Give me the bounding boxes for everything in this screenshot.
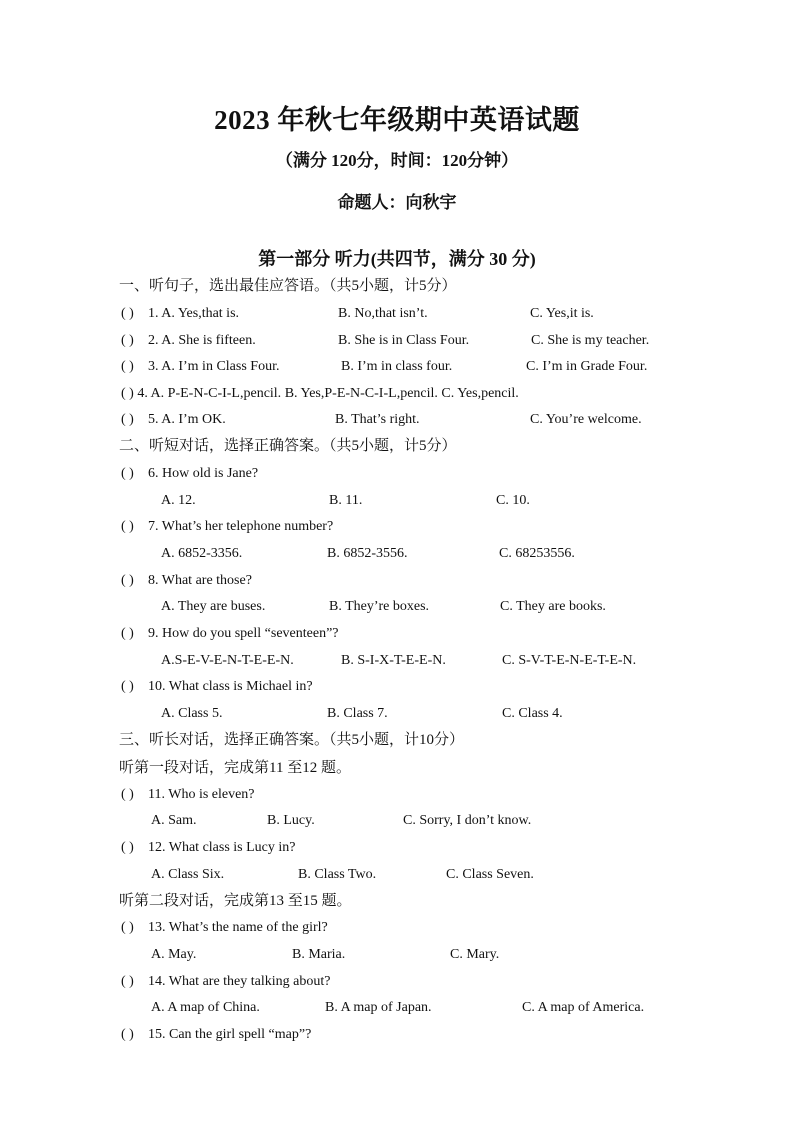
option-c: C. They are books. xyxy=(500,599,606,614)
question-stem: 5. A. I’m OK. xyxy=(148,412,226,427)
question-stem: 11. Who is eleven? xyxy=(148,787,255,802)
option-c: C. S-V-T-E-N-E-T-E-N. xyxy=(502,653,637,668)
question-15 xyxy=(121,1023,681,1047)
option-b: B. Lucy. xyxy=(267,813,315,828)
option-c: C. Class 4. xyxy=(502,706,563,721)
answer-blank[interactable]: ( ) xyxy=(121,359,134,374)
question-13 xyxy=(121,916,681,940)
option-a: A. 12. xyxy=(161,493,196,508)
section2-heading: 二、听短对话，选择正确答案。（共5小题，计5分） xyxy=(119,438,457,454)
option-a: A. A map of China. xyxy=(151,1000,260,1015)
question-6-options xyxy=(0,489,794,513)
option-b: B. No,that isn’t. xyxy=(338,306,428,321)
option-b: B. She is in Class Four. xyxy=(338,333,470,348)
section3-heading: 三、听长对话，选择正确答案。（共5小题，计10分） xyxy=(119,732,465,748)
answer-blank[interactable]: ( ) xyxy=(121,412,134,427)
option-c: C. A map of America. xyxy=(522,1000,645,1015)
answer-blank[interactable]: ( ) xyxy=(121,333,134,348)
dialog2-instruction: 听第二段对话，完成第13 至15 题。 xyxy=(119,893,352,909)
question-3 xyxy=(121,355,681,379)
question-12-options xyxy=(0,863,794,887)
option-b: B. Class Two. xyxy=(298,867,377,882)
question-1 xyxy=(121,302,681,326)
option-b: B. 6852-3556. xyxy=(327,546,408,561)
option-a: A. Class 5. xyxy=(161,706,223,721)
answer-blank[interactable]: ( ) xyxy=(121,787,134,802)
question-11-options xyxy=(0,809,794,833)
option-b: B. A map of Japan. xyxy=(325,1000,432,1015)
question-7-options xyxy=(0,542,794,566)
question-5 xyxy=(121,408,681,432)
question-stem: 12. What class is Lucy in? xyxy=(148,840,296,855)
option-c: C. Mary. xyxy=(450,947,500,962)
question-stem: 1. A. Yes,that is. xyxy=(148,306,240,321)
option-b: B. I’m in class four. xyxy=(341,359,453,374)
option-c: C. Sorry, I don’t know. xyxy=(403,813,532,828)
question-stem: 8. What are those? xyxy=(148,573,252,588)
option-b: B. Class 7. xyxy=(327,706,388,721)
option-b: B. 11. xyxy=(329,493,363,508)
answer-blank[interactable]: ( ) xyxy=(121,386,134,401)
question-11 xyxy=(121,783,681,807)
exam-author: 命题人：向秋宇 xyxy=(337,193,457,212)
option-c: C. 10. xyxy=(496,493,530,508)
answer-blank[interactable]: ( ) xyxy=(121,920,134,935)
question-9-options xyxy=(0,649,794,673)
question-stem: 15. Can the girl spell “map”? xyxy=(148,1027,312,1042)
answer-blank[interactable]: ( ) xyxy=(121,519,134,534)
option-a: A. They are buses. xyxy=(161,599,266,614)
question-stem: 4. A. P-E-N-C-I-L,pencil. xyxy=(137,386,282,401)
option-c: C. Yes,pencil. xyxy=(441,386,519,401)
question-10 xyxy=(121,675,681,699)
option-a: A.S-E-V-E-N-T-E-E-N. xyxy=(161,653,294,668)
option-b: B. That’s right. xyxy=(335,412,420,427)
question-12 xyxy=(121,836,681,860)
option-b: B. S-I-X-T-E-E-N. xyxy=(341,653,446,668)
dialog1-instruction: 听第一段对话，完成第11 至12 题。 xyxy=(119,760,351,776)
question-14-options xyxy=(0,996,794,1020)
question-stem: 6. How old is Jane? xyxy=(148,466,259,481)
question-2 xyxy=(121,329,681,353)
question-4 xyxy=(121,382,519,406)
answer-blank[interactable]: ( ) xyxy=(121,840,134,855)
question-13-options xyxy=(0,943,794,967)
question-stem: 10. What class is Michael in? xyxy=(148,679,313,694)
option-c: C. She is my teacher. xyxy=(531,333,650,348)
question-10-options xyxy=(0,702,794,726)
question-9 xyxy=(121,622,681,646)
part1-heading: 第一部分 听力(共四节，满分 30 分) xyxy=(258,249,536,269)
exam-title: 2023 年秋七年级期中英语试题 xyxy=(214,105,580,135)
question-8 xyxy=(121,569,681,593)
question-14 xyxy=(121,970,681,994)
question-stem: 7. What’s her telephone number? xyxy=(148,519,334,534)
option-a: A. May. xyxy=(151,947,197,962)
question-stem: 14. What are they talking about? xyxy=(148,974,331,989)
answer-blank[interactable]: ( ) xyxy=(121,626,134,641)
question-stem: 13. What’s the name of the girl? xyxy=(148,920,328,935)
option-c: C. I’m in Grade Four. xyxy=(526,359,648,374)
answer-blank[interactable]: ( ) xyxy=(121,974,134,989)
option-c: C. You’re welcome. xyxy=(530,412,642,427)
answer-blank[interactable]: ( ) xyxy=(121,466,134,481)
option-a: A. 6852-3356. xyxy=(161,546,243,561)
answer-blank[interactable]: ( ) xyxy=(121,306,134,321)
answer-blank[interactable]: ( ) xyxy=(121,679,134,694)
option-c: C. 68253556. xyxy=(499,546,575,561)
option-c: C. Yes,it is. xyxy=(530,306,594,321)
question-8-options xyxy=(0,595,794,619)
option-b: B. They’re boxes. xyxy=(329,599,430,614)
exam-subtitle: （满分 120分，时间：120分钟） xyxy=(275,151,519,170)
question-stem: 3. A. I’m in Class Four. xyxy=(148,359,280,374)
option-a: A. Sam. xyxy=(151,813,197,828)
question-stem: 9. How do you spell “seventeen”? xyxy=(148,626,339,641)
question-7 xyxy=(121,515,681,539)
answer-blank[interactable]: ( ) xyxy=(121,573,134,588)
question-6 xyxy=(121,462,681,486)
option-c: C. Class Seven. xyxy=(446,867,534,882)
option-b: B. Yes,P-E-N-C-I-L,pencil. xyxy=(284,386,438,401)
question-stem: 2. A. She is fifteen. xyxy=(148,333,256,348)
option-a: A. Class Six. xyxy=(151,867,225,882)
section1-heading: 一、听句子，选出最佳应答语。（共5小题，计5分） xyxy=(119,278,457,294)
option-b: B. Maria. xyxy=(292,947,346,962)
answer-blank[interactable]: ( ) xyxy=(121,1027,134,1042)
